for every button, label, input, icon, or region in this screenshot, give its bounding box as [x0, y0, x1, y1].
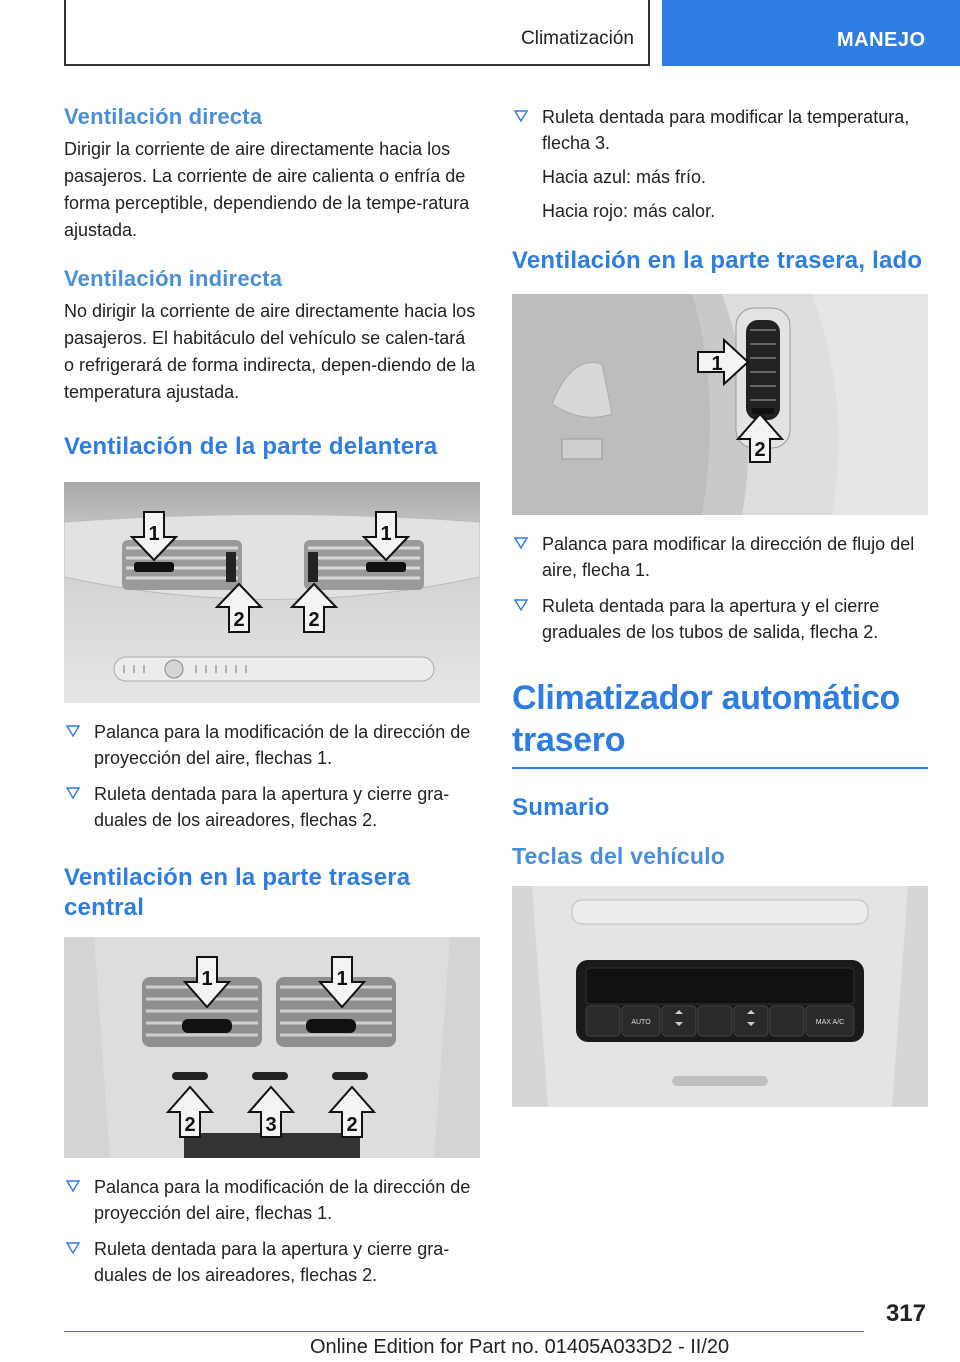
front-ventilation-heading: Ventilación de la parte delantera: [64, 433, 438, 460]
callout-label: 1: [148, 523, 160, 545]
triangle-bullet-icon: [66, 787, 80, 799]
summary-heading: Sumario: [512, 794, 610, 821]
rear-center-vents-illustration: [64, 937, 480, 1158]
front-vents-illustration: [64, 482, 480, 703]
triangle-bullet-icon: [514, 537, 528, 549]
triangle-bullet-icon: [514, 110, 528, 122]
callout-label: 2: [346, 1114, 358, 1136]
indirect-ventilation-heading: Ventilación indirecta: [64, 266, 283, 291]
rear-side-vent-illustration: [512, 294, 928, 515]
front-vents-image: [64, 482, 480, 703]
rear-center-vents-image: [64, 937, 480, 1158]
direct-ventilation-text: Dirigir la corriente de aire directamente hacia los pasajeros. La corriente de aire calienta o enfría de forma perceptible, dependiendo de la tempe-ratura ajustada.: [64, 139, 470, 240]
callout-label: 2: [754, 439, 766, 461]
callout-label: 1: [201, 968, 213, 990]
heading-rule: [512, 767, 928, 769]
right-column: [512, 100, 928, 1107]
callout-label: 3: [265, 1114, 277, 1136]
triangle-bullet-icon: [66, 725, 80, 737]
bullet-text: Ruleta dentada para modificar la temperatura, flecha 3.: [542, 107, 910, 153]
bullet-text: Ruleta dentada para la apertura y cierre gra-duales de los aireadores, flechas 2.: [94, 1239, 450, 1285]
blue-note: Hacia azul: más frío.: [542, 167, 707, 187]
footer-rule: [64, 1331, 864, 1332]
rear-climate-panel-illustration: [512, 886, 928, 1107]
bullet-text: Palanca para la modificación de la dirección de proyección del aire, flechas 1.: [94, 1177, 471, 1223]
bullet-item: [64, 719, 480, 771]
rear-side-heading: Ventilación en la parte trasera, lado: [512, 247, 923, 274]
indirect-ventilation-text: No dirigir la corriente de aire directamente hacia los pasajeros. El habitáculo del vehículo se calen-tará o refrigerará de forma indirecta, depen-diendo de la temperatura ajustada.: [64, 301, 476, 402]
header-section-box: [64, 0, 650, 66]
red-note: Hacia rojo: más calor.: [542, 201, 716, 221]
rear-center-heading: Ventilación en la parte trasera central: [64, 864, 411, 921]
auto-climate-heading: Climatizador automático trasero: [512, 679, 900, 759]
left-column: [64, 100, 480, 1288]
bullet-item: [512, 593, 928, 645]
chapter-label: MANEJO: [837, 29, 926, 51]
callout-label: 2: [308, 609, 320, 631]
bullet-text: Ruleta dentada para la apertura y el cierre graduales de los tubos de salida, flecha 2.: [542, 596, 880, 642]
bullet-text: Ruleta dentada para la apertura y cierre gra-duales de los aireadores, flechas 2.: [94, 784, 450, 830]
vehicle-keys-heading: Teclas del vehículo: [512, 843, 726, 869]
section-title: Climatización: [521, 28, 634, 49]
bullet-item: [512, 104, 928, 156]
callout-label: 1: [711, 353, 723, 375]
bullet-text: Palanca para la modificación de la dirección de proyección del aire, flechas 1.: [94, 722, 471, 768]
bullet-text: Palanca para modificar la dirección de flujo del aire, flecha 1.: [542, 534, 915, 580]
callout-label: 1: [336, 968, 348, 990]
chapter-tab[interactable]: [662, 0, 960, 66]
panel-auto-label: AUTO: [631, 1019, 651, 1026]
callout-label: 1: [380, 523, 392, 545]
bullet-item: [64, 781, 480, 833]
direct-ventilation-heading: Ventilación directa: [64, 104, 263, 129]
triangle-bullet-icon: [66, 1242, 80, 1254]
callout-label: 2: [233, 609, 245, 631]
panel-maxac-label: MAX A/C: [815, 1019, 845, 1026]
bullet-item: [512, 531, 928, 583]
page-number: 317: [885, 1300, 926, 1327]
callout-label: 2: [184, 1114, 196, 1136]
bullet-item: [64, 1174, 480, 1226]
triangle-bullet-icon: [66, 1180, 80, 1192]
footer-edition: Online Edition for Part no. 01405A033D2 - II/20: [310, 1336, 730, 1358]
triangle-bullet-icon: [514, 599, 528, 611]
bullet-item: [64, 1236, 480, 1288]
rear-side-vent-image: [512, 294, 928, 515]
rear-climate-panel-image: [512, 886, 928, 1107]
